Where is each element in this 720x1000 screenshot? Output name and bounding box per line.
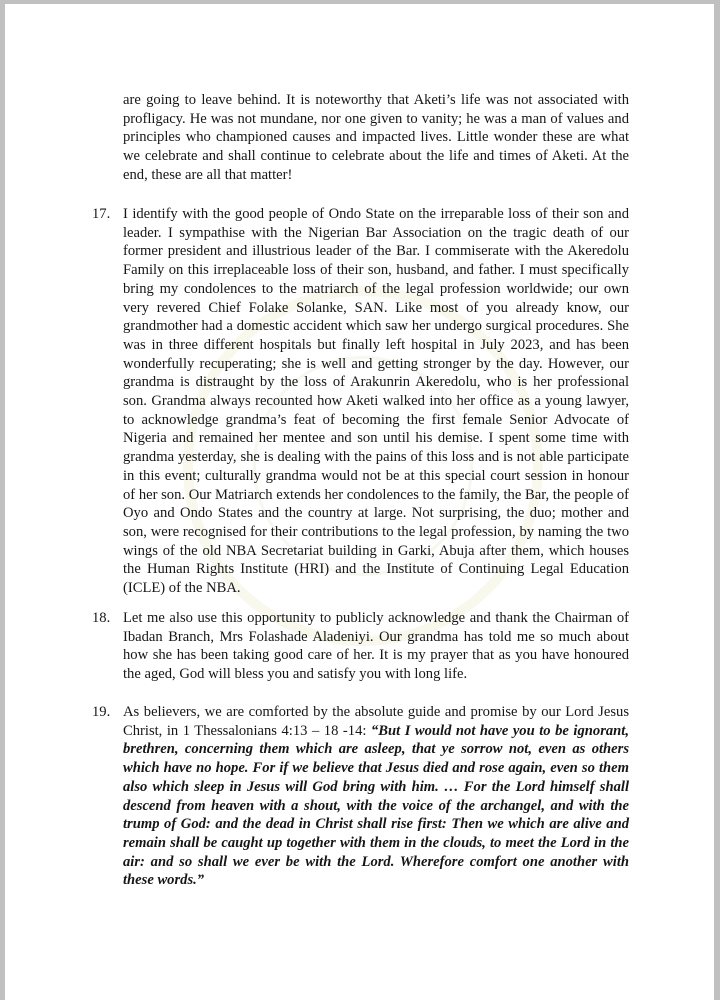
- item-17-text: I identify with the good people of Ondo State on the irreparable loss of their son and leader. I sympathise with the Nigerian Bar Association on the tragic death of our former president and illustrious leader of the Bar. I commiserate with the Akeredolu Family on this irreplaceable loss of their son, husband, and father. I must specifically bring my condolences to the matriarch of the legal profession worldwide; our own very revered Chief Folake Solanke, SAN. Like most of you already know, our grandmother had a domestic accident which saw her undergo surgical procedures. She was in three different hospitals but finally left hospital in July 2023, and has been wonderfully recuperating; she is well and getting stronger by the day. However, our grandma is distraught by the loss of Arakunrin Akeredolu, who is her professional son. Grandma always recounted how Aketi walked into her office as a young lawyer, to acknowledge grandma’s feat of becoming the first female Senior Advocate of Nigeria and remained her mentee and son until his demise. I spent some time with grandma yesterday, she is dealing with the pains of this loss and is not able participate in this event; culturally grandma would not be at this special court session in honour of her son. Our Matriarch extends her condolences to the family, the Bar, the people of Oyo and Ondo States and the country at large. Not surprising, the duo; mother and son, were recognised for their contributions to the legal profession, by naming the two wings of the old NBA Secretariat building in Garki, Abuja after them, which houses the Human Rights Institute (HRI) and the Institute of Continuing Legal Education (ICLE) of the NBA.: [123, 206, 629, 597]
- document-page: [5, 4, 714, 1000]
- item-19-intro: As believers, we are comforted by the absolute guide and promise by our Lord Jesus Christ, in 1 Thessalonians 4:13 – 18 -14:: [123, 704, 629, 739]
- item-number-19: 19.: [92, 704, 111, 720]
- continuation-paragraph: are going to leave behind. It is noteworthy that Aketi’s life was not associated with profligacy. He was not mundane, nor one given to vanity; he was a man of values and principles who championed causes and impacted lives. Little wonder these are what we celebrate and shall continue to celebrate about the life and times of Aketi. At the end, these are all that matter!: [123, 92, 629, 183]
- scripture-quote: “But I would not have you to be ignorant, brethren, concerning them which are asleep, that ye sorrow not, even as others which have no hope. For if we believe that Jesus died and rose again, even so them also which sleep in Jesus will God bring with him. … For the Lord himself shall descend from heaven with a shout, with the voice of the archangel, and with the trump of God: and the dead in Christ shall rise first: Then we which are alive and remain shall be caught up together with them in the clouds, to meet the Lord in the air: and so shall we ever be with the Lord. Wherefore comfort one another with these words.”: [123, 722, 629, 889]
- item-19-text: [123, 703, 629, 890]
- item-number-17: 17.: [92, 206, 111, 222]
- item-number-18: 18.: [92, 610, 111, 626]
- item-18-text: Let me also use this opportunity to publicly acknowledge and thank the Chairman of Ibadan Branch, Mrs Folashade Aladeniyi. Our grandma has told me so much about how she has been taking good care of her. It is my prayer that as you have honoured the aged, God will bless you and satisfy you with long life.: [123, 610, 629, 683]
